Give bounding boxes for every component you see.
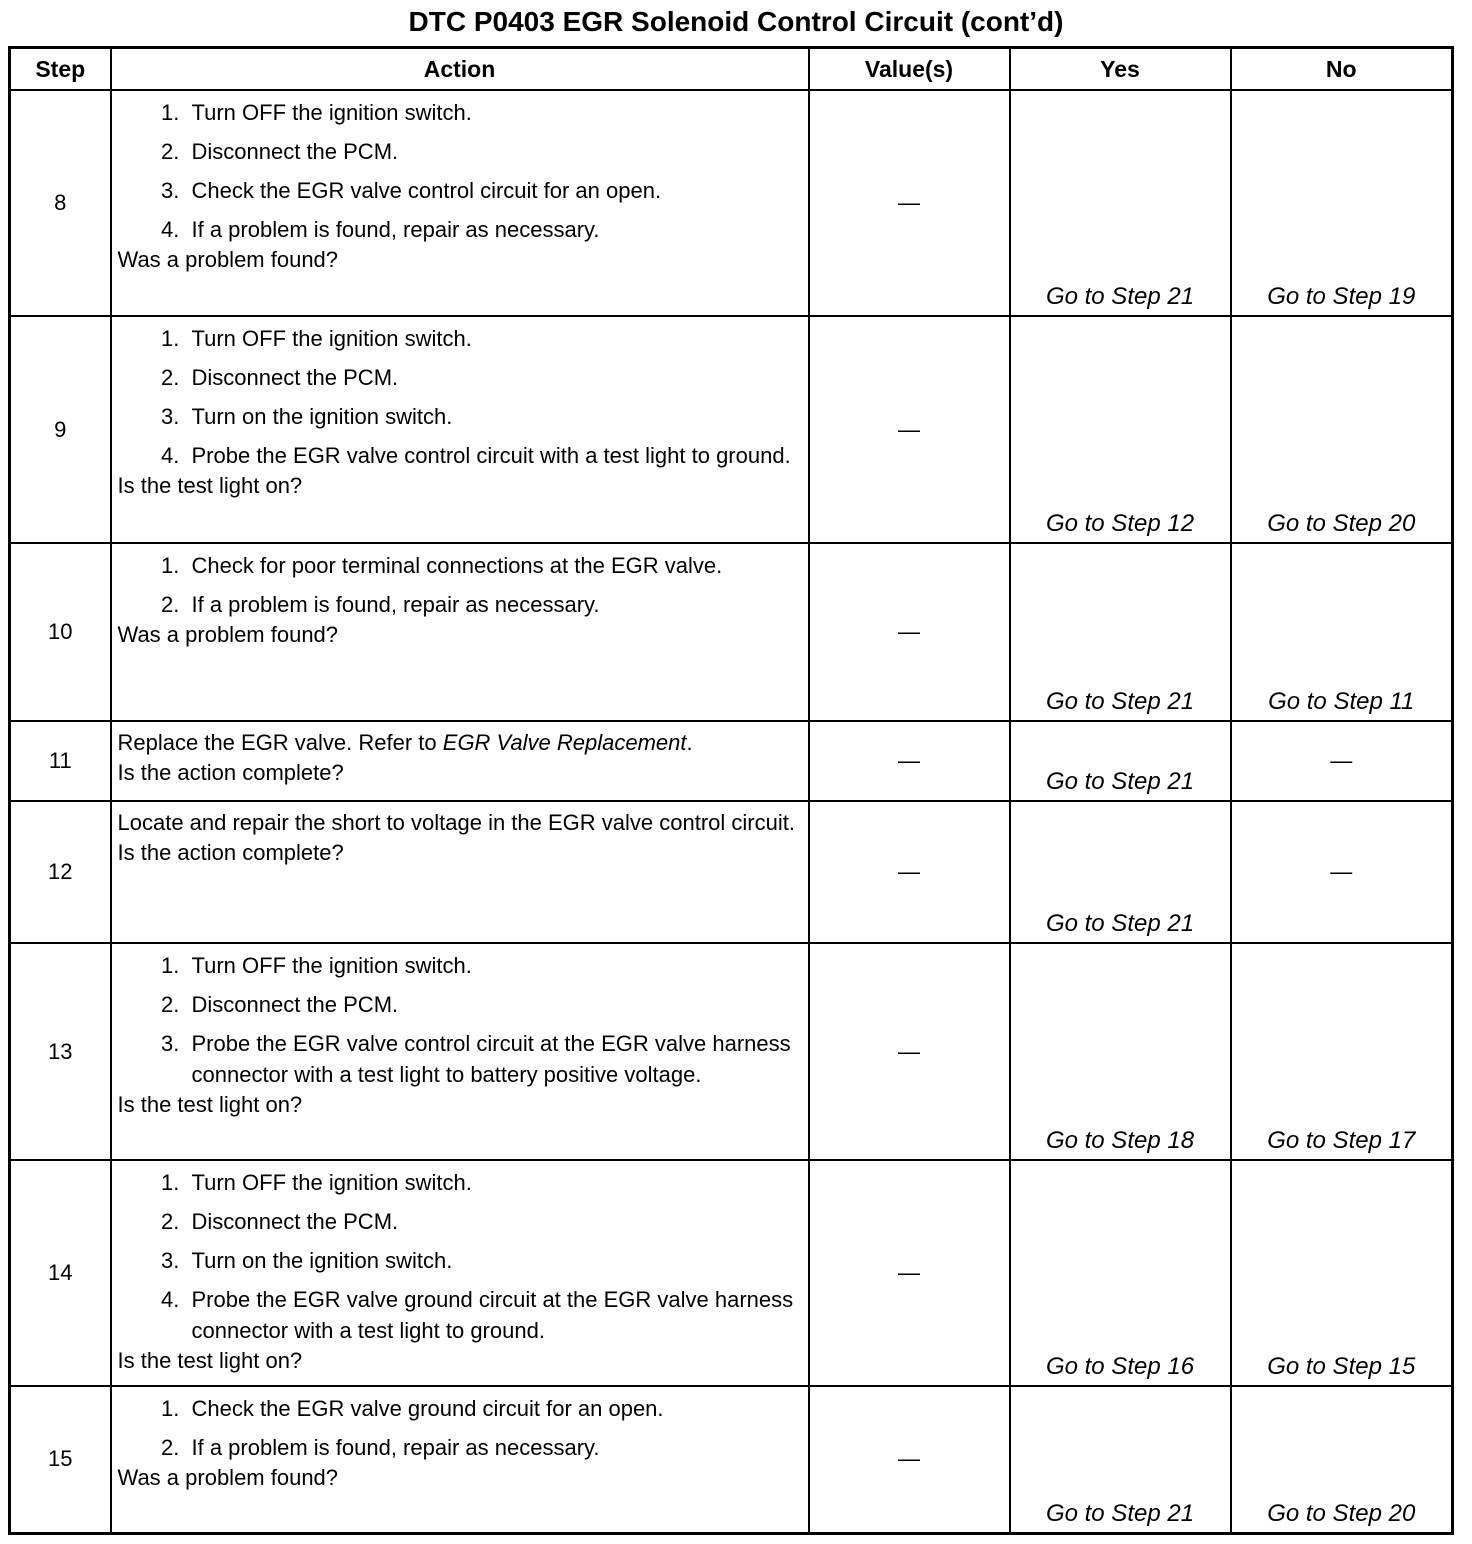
- action-cell: [111, 1160, 809, 1386]
- yes-cell: Go to Step 12: [1010, 316, 1231, 543]
- header-step: Step: [10, 48, 111, 91]
- action-cell: [111, 1386, 809, 1533]
- action-step: 2. Disconnect the PCM.: [186, 136, 804, 167]
- action-step: 2. If a problem is found, repair as necessary.: [186, 1432, 804, 1463]
- action-question: Is the test light on?: [117, 1348, 303, 1373]
- action-question: Is the test light on?: [117, 473, 303, 498]
- action-steps: [118, 323, 804, 471]
- no-cell: Go to Step 19: [1231, 90, 1453, 316]
- action-question: Is the action complete?: [117, 840, 344, 865]
- action-steps: [118, 1167, 804, 1346]
- yes-cell: Go to Step 21: [1010, 721, 1231, 801]
- action-step: 3. Turn on the ignition switch.: [186, 401, 804, 432]
- action-step: 3. Probe the EGR valve control circuit at the EGR valve harness connector with a test light to battery positive voltage.: [186, 1028, 804, 1090]
- value-cell: [809, 1386, 1010, 1533]
- header-yes: Yes: [1010, 48, 1231, 91]
- action-question: Was a problem found?: [117, 1465, 339, 1490]
- yes-cell: Go to Step 18: [1010, 943, 1231, 1160]
- action-text: [118, 728, 804, 758]
- step-number: 9: [10, 316, 111, 543]
- action-steps: [118, 97, 804, 245]
- table-row: [10, 721, 1453, 801]
- action-text: Locate and repair the short to voltage in the EGR valve control circuit.: [117, 810, 795, 835]
- header-action: Action: [111, 48, 809, 91]
- yes-cell: Go to Step 21: [1010, 90, 1231, 316]
- yes-cell: Go to Step 21: [1010, 801, 1231, 943]
- yes-cell: Go to Step 21: [1010, 1386, 1231, 1533]
- action-steps: [118, 950, 804, 1090]
- action-step: 1. Turn OFF the ignition switch.: [186, 950, 804, 981]
- table-row: [10, 1160, 1453, 1386]
- value-dash: —: [898, 859, 920, 884]
- page-title: DTC P0403 EGR Solenoid Control Circuit (cont’d): [408, 6, 1064, 37]
- no-cell: [1231, 721, 1453, 801]
- action-question: Is the test light on?: [117, 1092, 303, 1117]
- action-steps: [118, 550, 804, 620]
- action-step: 3. Turn on the ignition switch.: [186, 1245, 804, 1276]
- no-cell: Go to Step 15: [1231, 1160, 1453, 1386]
- step-number: 10: [10, 543, 111, 721]
- action-cell: [111, 801, 809, 943]
- value-dash: —: [898, 1038, 920, 1064]
- step-number: 15: [10, 1386, 111, 1533]
- table-header-row: [10, 48, 1453, 91]
- no-dash: —: [1330, 859, 1353, 884]
- header-no: No: [1231, 48, 1453, 91]
- value-dash: —: [898, 748, 920, 773]
- action-step: 1. Turn OFF the ignition switch.: [186, 323, 804, 354]
- action-cell: [111, 90, 809, 316]
- action-cell: [111, 943, 809, 1160]
- header-values: Value(s): [809, 48, 1010, 91]
- yes-cell: Go to Step 21: [1010, 543, 1231, 721]
- value-cell: [809, 943, 1010, 1160]
- diagnostic-table: [8, 46, 1454, 1535]
- value-dash: —: [898, 619, 920, 644]
- action-text-part: .: [686, 730, 693, 755]
- action-step: 4. Probe the EGR valve control circuit with a test light to ground.: [186, 440, 804, 471]
- yes-cell: Go to Step 16: [1010, 1160, 1231, 1386]
- action-step: 3. Check the EGR valve control circuit for an open.: [186, 175, 804, 206]
- no-cell: Go to Step 17: [1231, 943, 1453, 1160]
- no-cell: [1231, 801, 1453, 943]
- step-number: 13: [10, 943, 111, 1160]
- value-cell: [809, 543, 1010, 721]
- step-number: 11: [10, 721, 111, 801]
- action-step: 2. If a problem is found, repair as necessary.: [186, 589, 804, 620]
- action-step: 1. Turn OFF the ignition switch.: [186, 97, 804, 128]
- action-step: 1. Check for poor terminal connections at the EGR valve.: [186, 550, 804, 581]
- action-question: Is the action complete?: [117, 760, 344, 785]
- value-cell: [809, 721, 1010, 801]
- table-row: [10, 316, 1453, 543]
- value-dash: —: [898, 190, 920, 215]
- action-step: 4. If a problem is found, repair as necessary.: [186, 214, 804, 245]
- action-step: 2. Disconnect the PCM.: [186, 362, 804, 393]
- value-cell: [809, 90, 1010, 316]
- value-cell: [809, 316, 1010, 543]
- value-dash: —: [898, 416, 920, 442]
- step-number: 8: [10, 90, 111, 316]
- step-number: 14: [10, 1160, 111, 1386]
- action-text-part: Replace the EGR valve. Refer to: [117, 730, 443, 755]
- no-cell: Go to Step 11: [1231, 543, 1453, 721]
- action-cell: [111, 316, 809, 543]
- action-step: 2. Disconnect the PCM.: [186, 1206, 804, 1237]
- no-cell: Go to Step 20: [1231, 316, 1453, 543]
- action-step: 2. Disconnect the PCM.: [186, 989, 804, 1020]
- step-number: 12: [10, 801, 111, 943]
- no-dash: —: [1330, 748, 1353, 773]
- action-cell: [111, 721, 809, 801]
- value-cell: [809, 801, 1010, 943]
- action-step: 1. Check the EGR valve ground circuit for an open.: [186, 1393, 804, 1424]
- action-cell: [111, 543, 809, 721]
- action-step: 4. Probe the EGR valve ground circuit at the EGR valve harness connector with a test light to ground.: [186, 1284, 804, 1346]
- value-cell: [809, 1160, 1010, 1386]
- value-dash: —: [898, 1260, 920, 1285]
- reference-link[interactable]: EGR Valve Replacement: [442, 730, 687, 755]
- table-row: [10, 543, 1453, 721]
- table-row: [10, 943, 1453, 1160]
- table-row: [10, 1386, 1453, 1533]
- table-row: [10, 801, 1453, 943]
- table-row: [10, 90, 1453, 316]
- action-question: Was a problem found?: [117, 622, 339, 647]
- value-dash: —: [898, 1446, 920, 1472]
- no-cell: Go to Step 20: [1231, 1386, 1453, 1533]
- action-step: 1. Turn OFF the ignition switch.: [186, 1167, 804, 1198]
- action-steps: [118, 1393, 804, 1463]
- action-question: Was a problem found?: [117, 247, 339, 272]
